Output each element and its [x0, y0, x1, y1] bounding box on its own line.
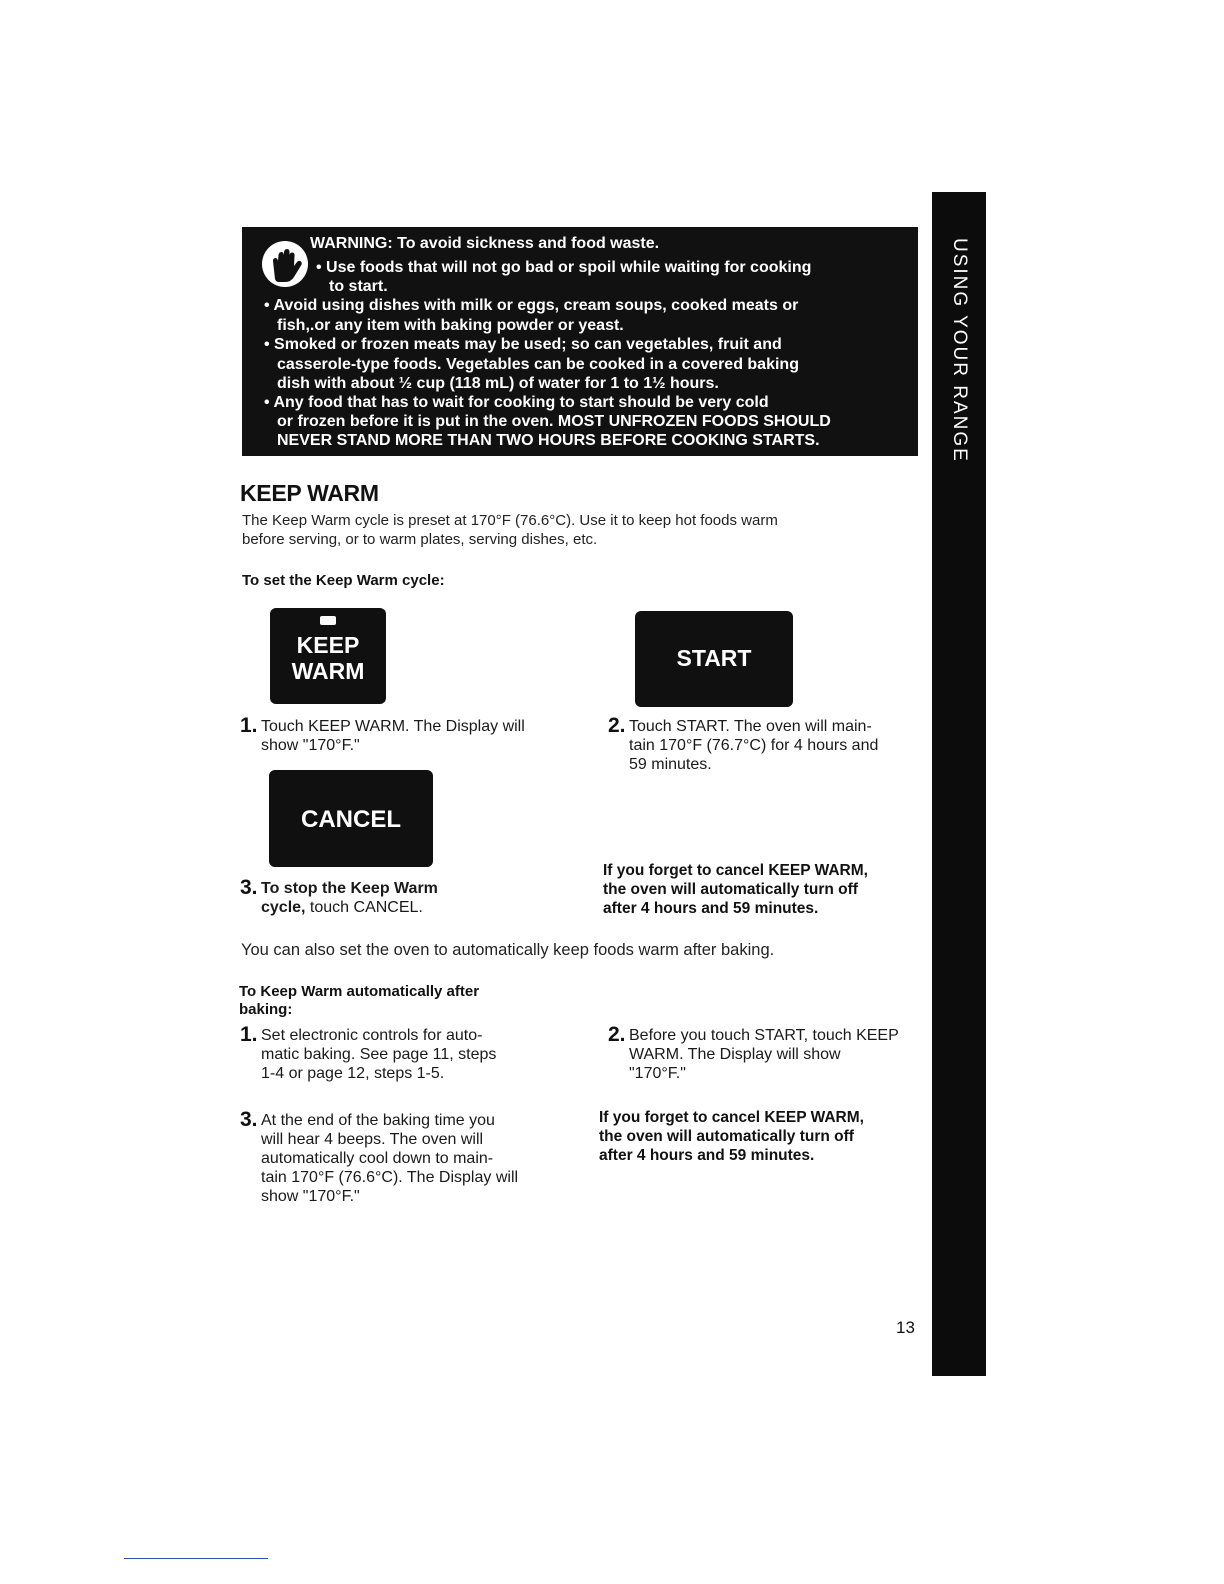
- warning-box: [242, 227, 918, 456]
- warning-line: NEVER STAND MORE THAN TWO HOURS BEFORE COOKING STARTS.: [277, 432, 820, 449]
- step-text: tain 170°F (76.6°C). The Display will: [261, 1169, 519, 1186]
- start-key-label: START: [676, 645, 752, 671]
- step-text: Before you touch START, touch KEEP: [629, 1027, 899, 1044]
- step-text: tain 170°F (76.7°C) for 4 hours and: [629, 737, 879, 754]
- warning-line: • Any food that has to wait for cooking to start should be very cold: [264, 394, 769, 411]
- step-text: At the end of the baking time you: [261, 1112, 495, 1129]
- note-line: the oven will automatically turn off: [603, 881, 858, 898]
- warning-line: • Use foods that will not go bad or spoil while waiting for cooking: [316, 259, 812, 276]
- page-number: 13: [896, 1318, 915, 1337]
- warning-line: fish,.or any item with baking powder or yeast.: [277, 317, 624, 334]
- note-line: If you forget to cancel KEEP WARM,: [603, 862, 868, 879]
- hand-warning-icon: [259, 239, 311, 289]
- step-number: 2.: [608, 1023, 626, 1046]
- auto-heading: To Keep Warm automatically after: [239, 983, 480, 1000]
- warning-line: casserole-type foods. Vegetables can be cooked in a covered baking: [277, 356, 799, 373]
- cancel-key: [269, 770, 433, 867]
- step-number: 1.: [240, 1023, 258, 1046]
- step-text: will hear 4 beeps. The oven will: [261, 1131, 484, 1148]
- auto-heading: baking:: [239, 1001, 293, 1018]
- start-key: [635, 611, 793, 707]
- step-number: 2.: [608, 714, 626, 737]
- section-title: KEEP WARM: [240, 480, 379, 506]
- note-line: after 4 hours and 59 minutes.: [603, 900, 819, 917]
- side-tab-label: USING YOUR RANGE: [949, 238, 970, 463]
- indicator-light-icon: [320, 616, 336, 625]
- step-text: 1-4 or page 12, steps 1-5.: [261, 1065, 445, 1082]
- step-text: Set electronic controls for auto-: [261, 1027, 483, 1044]
- step-number: 3.: [240, 1108, 258, 1131]
- intro-line: before serving, or to warm plates, serving dishes, etc.: [242, 531, 598, 548]
- keep-warm-key: [270, 608, 386, 704]
- warning-line: • Avoid using dishes with milk or eggs, cream soups, cooked meats or: [264, 297, 799, 314]
- step-text: WARM. The Display will show: [629, 1046, 841, 1063]
- note-line: the oven will automatically turn off: [599, 1128, 854, 1145]
- step-text: matic baking. See page 11, steps: [261, 1046, 497, 1063]
- step-text: show "170°F.": [261, 1188, 360, 1205]
- step-number: 3.: [240, 876, 258, 899]
- keep-warm-key-label: KEEP: [296, 632, 360, 658]
- cancel-key-label: CANCEL: [301, 806, 401, 833]
- set-heading: To set the Keep Warm cycle:: [242, 572, 445, 589]
- step-text: automatically cool down to main-: [261, 1150, 494, 1167]
- warning-line: to start.: [329, 278, 388, 295]
- step-text-bold: cycle,: [261, 899, 306, 916]
- footnote-rule: [124, 1558, 268, 1559]
- step-text: "170°F.": [629, 1065, 686, 1082]
- step-text: Touch KEEP WARM. The Display will: [261, 718, 525, 735]
- warning-line: WARNING: To avoid sickness and food waste.: [310, 235, 660, 252]
- side-tab: [932, 192, 986, 1376]
- step-text-bold: To stop the Keep Warm: [261, 880, 438, 897]
- step-text: show "170°F.": [261, 737, 360, 754]
- intro-line: The Keep Warm cycle is preset at 170°F (76.6°C). Use it to keep hot foods warm: [242, 512, 778, 529]
- note-line: after 4 hours and 59 minutes.: [599, 1147, 815, 1164]
- step-text: touch CANCEL.: [305, 899, 423, 916]
- auto-intro: You can also set the oven to automatically keep foods warm after baking.: [241, 941, 775, 959]
- warning-line: • Smoked or frozen meats may be used; so can vegetables, fruit and: [264, 336, 782, 353]
- step-text: Touch START. The oven will main-: [629, 718, 872, 735]
- warning-line: dish with about ½ cup (118 mL) of water for 1 to 1½ hours.: [277, 375, 719, 392]
- keep-warm-key-label: WARM: [291, 658, 365, 684]
- step-text: 59 minutes.: [629, 756, 712, 773]
- note-line: If you forget to cancel KEEP WARM,: [599, 1109, 864, 1126]
- step-number: 1.: [240, 714, 258, 737]
- warning-line: or frozen before it is put in the oven. MOST UNFROZEN FOODS SHOULD: [277, 413, 831, 430]
